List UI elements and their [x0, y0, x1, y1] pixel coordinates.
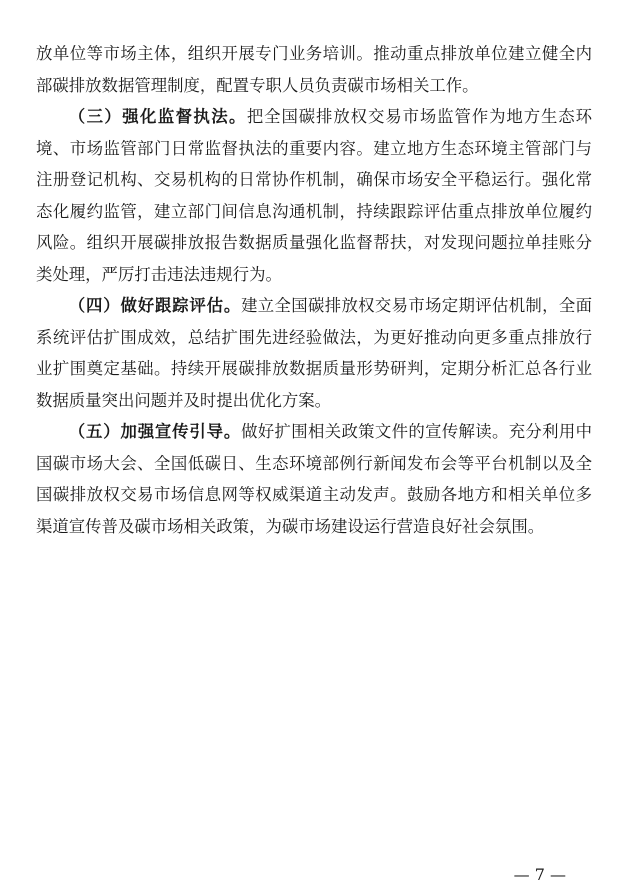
- paragraph-publicity: [36, 416, 592, 542]
- paragraph-supervision: [36, 101, 592, 290]
- paragraph-evaluation: [36, 290, 592, 416]
- paragraph-continuation: [36, 38, 592, 101]
- paragraph-text: 放单位等市场主体，组织开展专门业务培训。推动重点排放单位建立健全内部碳排放数据管理制度，配置专职人员负责碳市场相关工作。: [36, 44, 592, 95]
- page-number: — 7 —: [513, 865, 566, 884]
- section-heading: （四）做好跟踪评估。: [68, 296, 242, 315]
- paragraph-text: 做好扩围相关政策文件的宣传解读。充分利用中国碳市场大会、全国低碳日、生态环境部例行新闻发布会等平台机制以及全国碳排放权交易市场信息网等权威渠道主动发声。鼓励各地方和相关单位多渠道宣传普及碳市场相关政策，为碳市场建设运行营造良好社会氛围。: [36, 422, 593, 536]
- section-heading: （五）加强宣传引导。: [68, 422, 242, 441]
- document-body: [36, 38, 592, 542]
- paragraph-text: 把全国碳排放权交易市场监管作为地方生态环境、市场监管部门日常监督执法的重要内容。建立地方生态环境主管部门与注册登记机构、交易机构的日常协作机制，确保市场安全平稳运行。强化常态化履约监管，建立部门间信息沟通机制，持续跟踪评估重点排放单位履约风险。组织开展碳排放报告数据质量强化监督帮扶，对发现问题拉单挂账分类处理，严厉打击违法违规行为。: [36, 107, 593, 284]
- section-heading: （三）强化监督执法。: [68, 107, 247, 126]
- paragraph-text: 建立全国碳排放权交易市场定期评估机制，全面系统评估扩围成效，总结扩围先进经验做法，为更好推动向更多重点排放行业扩围奠定基础。持续开展碳排放数据质量形势研判，定期分析汇总各行业数据质量突出问题并及时提出优化方案。: [36, 296, 593, 410]
